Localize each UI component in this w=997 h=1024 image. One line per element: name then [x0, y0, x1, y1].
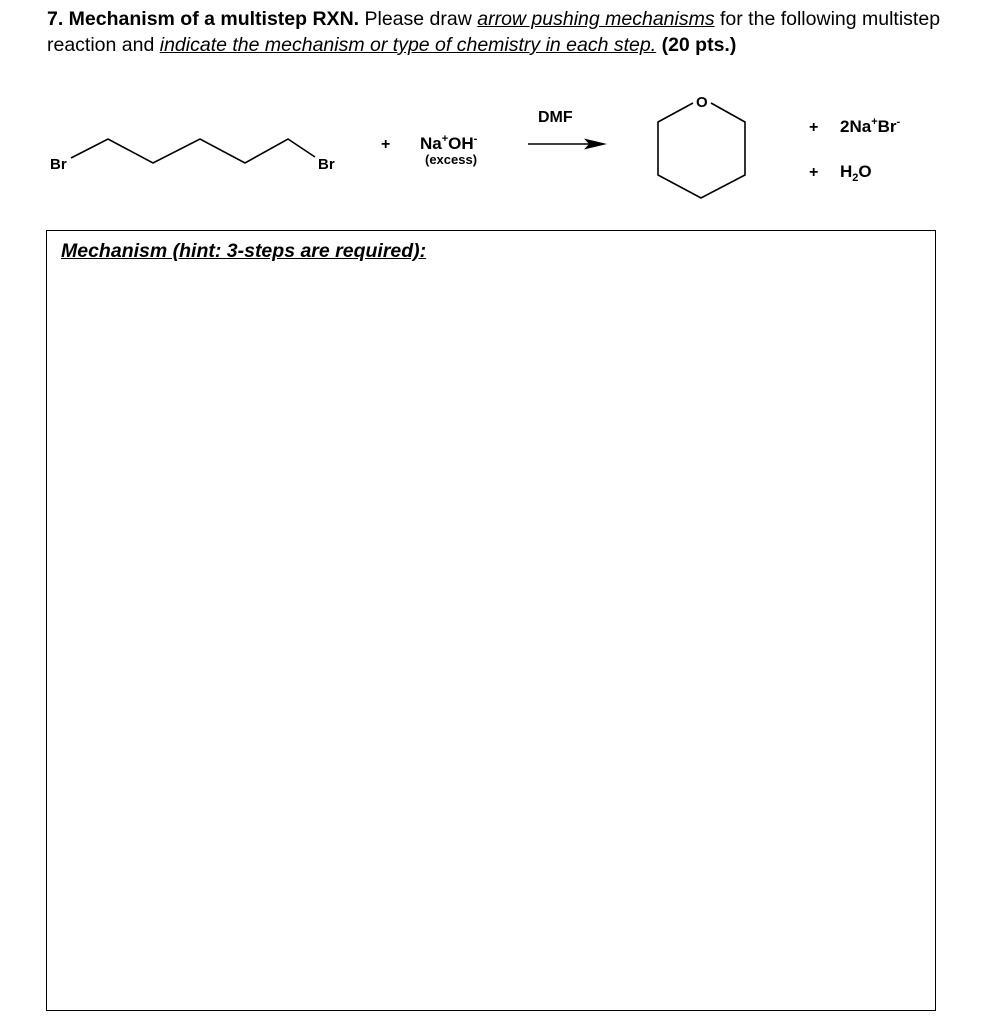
reagent-na: Na [420, 134, 442, 153]
byproduct-water [840, 162, 872, 184]
question-emphasis-arrow-pushing: arrow pushing mechanisms [477, 8, 715, 30]
reagent-note: (excess) [425, 152, 478, 167]
byproduct-nabr [840, 116, 901, 136]
mechanism-answer-box[interactable] [46, 230, 936, 1011]
reagent-oh: OH [448, 134, 474, 153]
question-text-1: Please draw [359, 8, 478, 30]
solvent-label: DMF [538, 109, 573, 126]
byproduct-na-plus-charge: + [871, 116, 878, 128]
reactant-br-right: Br [318, 156, 335, 173]
plus-sign-2: + [809, 119, 819, 136]
tetrahydropyran-ring [658, 103, 745, 198]
product-oxygen: O [696, 94, 708, 111]
dibromopentane-chain [71, 139, 315, 163]
reagent-minus-charge: - [473, 133, 478, 145]
byproduct-water-subscript: 2 [852, 172, 859, 184]
question-points: (20 pts.) [661, 34, 737, 56]
reactant-br-left: Br [50, 156, 67, 173]
reaction-scheme [0, 0, 997, 230]
byproduct-water-h: H [840, 162, 853, 181]
reagent-naoh [420, 133, 478, 153]
question-emphasis-indicate-mechanism: indicate the mechanism or type of chemistry in each step. [159, 34, 657, 56]
reagent-plus-charge: + [441, 133, 449, 145]
byproduct-2na: 2Na [840, 117, 872, 136]
byproduct-br-minus-charge: - [896, 116, 901, 128]
byproduct-br: Br [877, 117, 897, 136]
plus-sign-3: + [809, 164, 819, 181]
plus-sign-1: + [381, 136, 391, 153]
byproduct-water-o: O [858, 162, 872, 181]
mechanism-box-title: Mechanism (hint: 3-steps are required): [61, 240, 427, 262]
question-text-2: for the following multistep reaction and [47, 8, 941, 56]
question-number-title: 7. Mechanism of a multistep RXN. [47, 8, 360, 30]
